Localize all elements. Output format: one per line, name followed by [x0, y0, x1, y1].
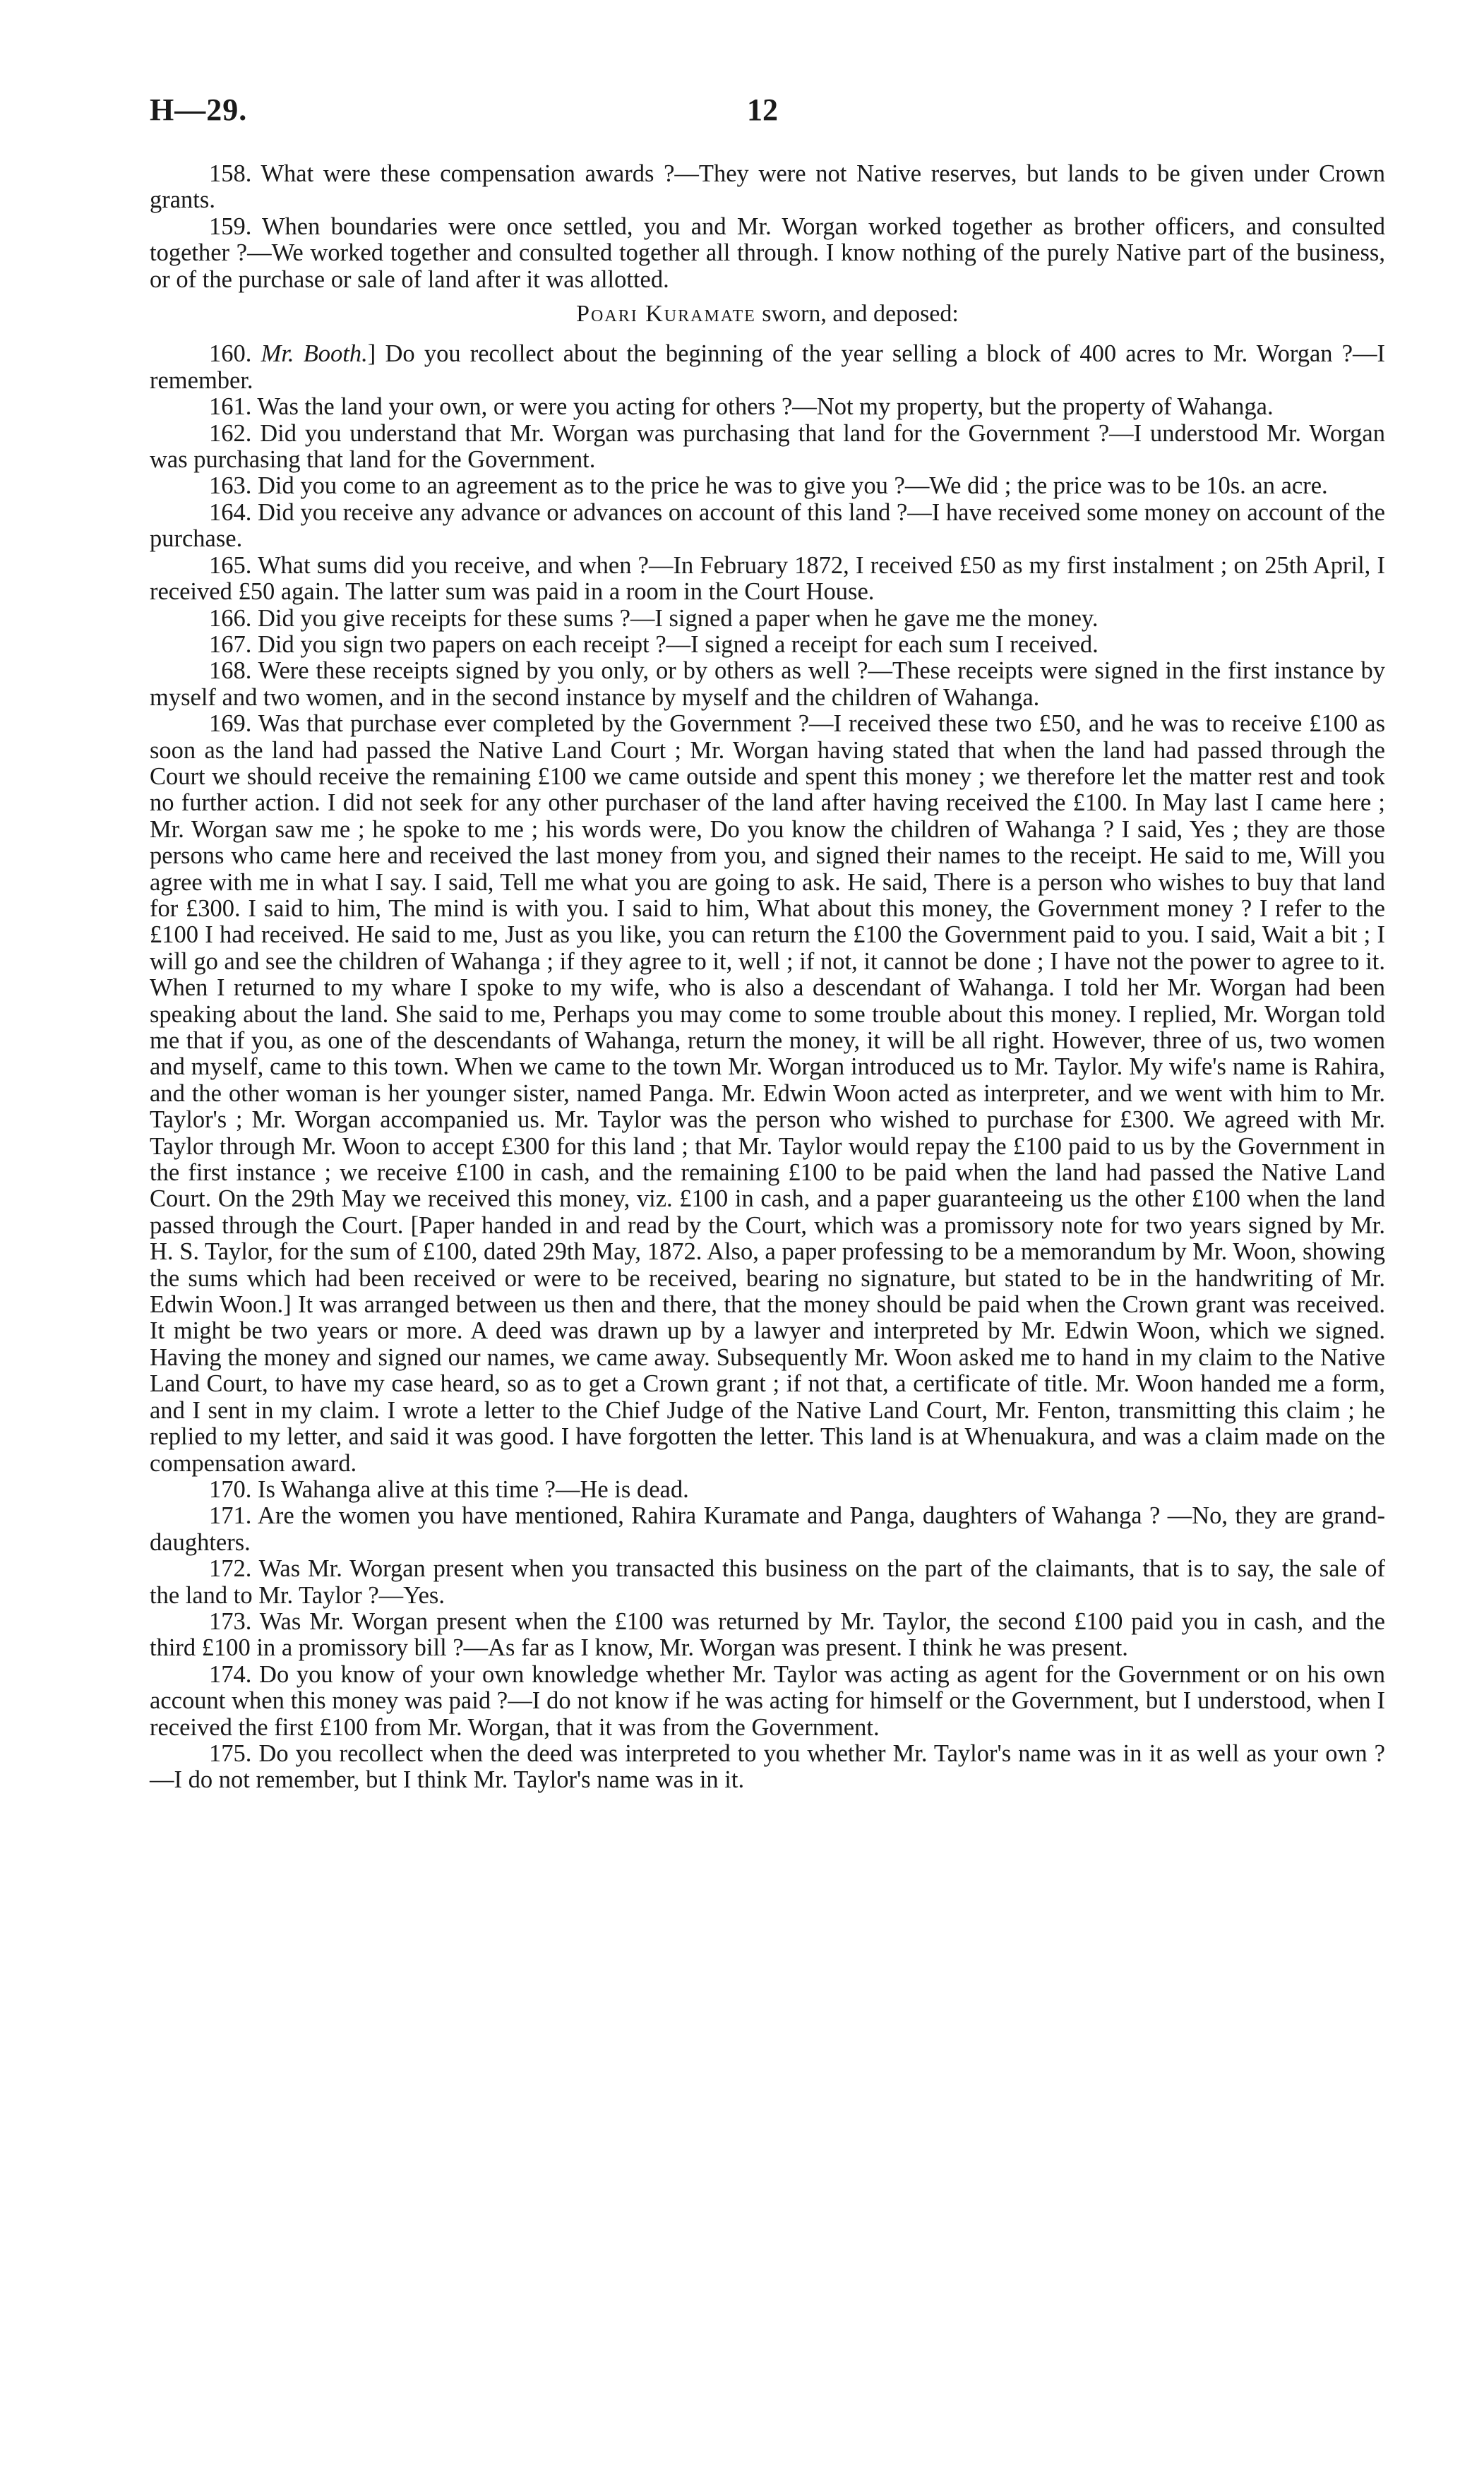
paragraph-170: 170. Is Wahanga alive at this time ?—He is dead.	[209, 1475, 689, 1503]
paragraph-162: 162. Did you understand that Mr. Worgan was purchasing that land for the Government ?—I understood Mr. Worgan was purchasing that land for the Government.	[150, 419, 1385, 474]
paragraph-167: 167. Did you sign two papers on each receipt ?—I signed a receipt for each sum I received.	[209, 630, 1099, 658]
page-number: 12	[747, 92, 778, 127]
paragraph-175: 175. Do you recollect when the deed was interpreted to you whether Mr. Taylor's name was in it as well as your own ?—I do not remember, but I think Mr. Taylor's name was in it.	[150, 1739, 1385, 1794]
paragraph-171: 171. Are the women you have mentioned, Rahira Kuramate and Panga, daughters of Wahanga ? —No, they are grand-daughters.	[150, 1502, 1385, 1556]
testimony-body	[150, 161, 1385, 1794]
paragraph-168: 168. Were these receipts signed by you only, or by others as well ?—These receipts were signed in the first instance by myself and two women, and in the second instance by myself and the children of Wahanga.	[150, 657, 1385, 711]
paragraph-158: 158. What were these compensation awards ?—They were not Native reserves, but lands to be given under Crown grants.	[150, 160, 1385, 214]
paragraph-160-number: 160.	[209, 340, 261, 368]
witness-heading-suffix: sworn, and deposed:	[755, 301, 959, 328]
page-header	[150, 92, 1385, 134]
paragraph-160-text: ] Do you recollect about the beginning of the year selling a block of 400 acres to Mr. Worgan ?—I remember.	[150, 340, 1386, 394]
paragraph-160	[150, 341, 1385, 394]
paragraph-160-speaker: Mr. Booth.	[261, 340, 368, 368]
witness-name: Poari Kuramate	[576, 301, 756, 328]
paragraph-169: 169. Was that purchase ever completed by the Government ?—I received these two £50, and he was to receive £100 as soon as the land had passed the Native Land Court ; Mr. Worgan having stated that when the land had passed through the Court we should receive the remaining £100 we came outside and spent this money ; we therefore let the matter rest and took no further action. I did not seek for any other purchaser of the land after having received the £100. In May last I came here ; Mr. Worgan saw me ; he spoke to me ; his words were, Do you know the children of Wahanga ? I said, Yes ; they are those persons who came here and received the last money from you, and signed their names to the receipt. He said to me, Will you agree with me in what I say. I said, Tell me what you are going to ask. He said, There is a person who wishes to buy that land for £300. I said to him, The mind is with you. I said to him, What about this money, the Government money ? I refer to the £100 I had received. He said to me, Just as you like, you can return the £100 the Government paid to you. I said, Wait a bit ; I will go and see the children of Wahanga ; if they agree to it, well ; if not, it cannot be done ; I have not the power to agree to it. When I returned to my whare I spoke to my wife, who is also a descendant of Wahanga. I told her Mr. Worgan had been speaking about the land. She said to me, Perhaps you may come to some trouble about this money. I replied, Mr. Worgan told me that if you, as one of the descendants of Wahanga, return the money, it will be all right. However, three of us, two women and myself, came to this town. When we came to the town Mr. Worgan introduced us to Mr. Taylor. My wife's name is Rahira, and the other woman is her younger sister, named Panga. Mr. Edwin Woon acted as interpreter, and we went with him to Mr. Taylor's ; Mr. Worgan accompanied us. Mr. Taylor was the person who wished to purchase for £300. We agreed with Mr. Taylor through Mr. Woon to accept £300 for this land ; that Mr. Taylor would repay the £100 paid to us by the Government in the first instance ; we receive £100 in cash, and the remaining £100 to be paid when the land had passed the Native Land Court. On the 29th May we received this money, viz. £100 in cash, and a paper guaranteeing us the other £100 when the land passed through the Court. [Paper handed in and read by the Court, which was a promissory note for two years signed by Mr. H. S. Taylor, for the sum of £100, dated 29th May, 1872. Also, a paper professing to be a memorandum by Mr. Woon, showing the sums which had been received or were to be received, bearing no signature, but stated to be in the handwriting of Mr. Edwin Woon.] It was arranged between us then and there, that the money should be paid when the Crown grant was received. It might be two years or more. A deed was drawn up by a lawyer and interpreted by Mr. Edwin Woon, which we signed. Having the money and signed our names, we came away. Subsequently Mr. Woon asked me to hand in my claim to the Native Land Court, to have my case heard, so as to get a Crown grant ; if not that, a certificate of title. Mr. Woon handed me a form, and I sent in my claim. I wrote a letter to the Chief Judge of the Native Land Court, Mr. Fenton, transmitting this claim ; he replied to my letter, and said it was good. I have forgotten the letter. This land is at Whenuakura, and was a claim made on the compensation award.	[150, 710, 1385, 1477]
witness-heading	[150, 301, 1385, 327]
paragraph-173: 173. Was Mr. Worgan present when the £100 was returned by Mr. Taylor, the second £100 paid you in cash, and the third £100 in a promissory bill ?—As far as I know, Mr. Worgan was present. I think he was present.	[150, 1607, 1385, 1662]
paragraph-166: 166. Did you give receipts for these sums ?—I signed a paper when he gave me the money.	[209, 604, 1099, 632]
paragraph-172: 172. Was Mr. Worgan present when you transacted this business on the part of the claimants, that is to say, the sale of the land to Mr. Taylor ?—Yes.	[150, 1555, 1385, 1609]
paragraph-159: 159. When boundaries were once settled, you and Mr. Worgan worked together as brother officers, and consulted together ?—We worked together and consulted together all through. I know nothing of the purely Native part of the business, or of the purchase or sale of land after it was allotted.	[150, 212, 1385, 293]
paragraph-161: 161. Was the land your own, or were you acting for others ?—Not my property, but the property of Wahanga.	[209, 393, 1274, 421]
paragraph-165: 165. What sums did you receive, and when ?—In February 1872, I received £50 as my first instalment ; on 25th April, I received £50 again. The latter sum was paid in a room in the Court House.	[150, 551, 1385, 606]
document-code: H—29.	[150, 92, 248, 127]
paragraph-174: 174. Do you know of your own knowledge whether Mr. Taylor was acting as agent for the Government or on his own account when this money was paid ?—I do not know if he was acting for himself or the Government, but I understood, when I received the first £100 from Mr. Worgan, that it was from the Government.	[150, 1660, 1385, 1741]
paragraph-164: 164. Did you receive any advance or advances on account of this land ?—I have received some money on account of the purchase.	[150, 498, 1385, 553]
paragraph-163: 163. Did you come to an agreement as to the price he was to give you ?—We did ; the price was to be 10s. an acre.	[209, 472, 1328, 500]
